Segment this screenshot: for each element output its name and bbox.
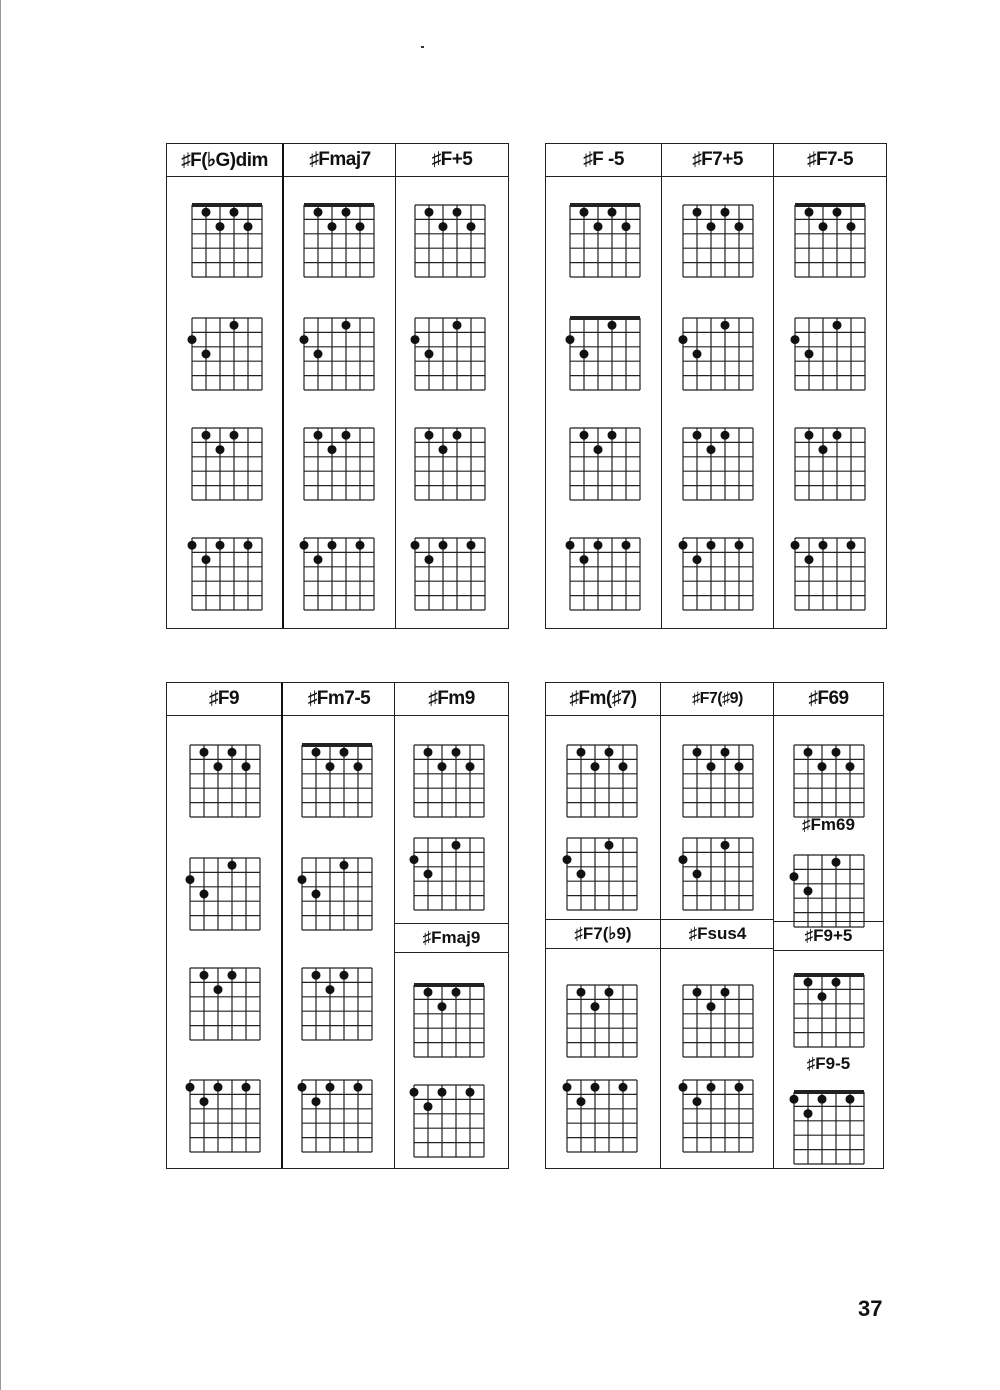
- finger-dot: [186, 1083, 195, 1092]
- fretboard-grid: [302, 858, 372, 930]
- finger-dot: [328, 541, 337, 550]
- finger-dot: [791, 541, 800, 550]
- finger-dot: [186, 875, 195, 884]
- finger-dot: [679, 335, 688, 344]
- fretboard-grid: [795, 318, 865, 390]
- fretboard-grid: [794, 745, 864, 817]
- finger-dot: [230, 321, 239, 330]
- fretboard-grid: [794, 1092, 864, 1164]
- finger-dot: [425, 350, 434, 359]
- finger-dot: [342, 208, 351, 217]
- finger-dot: [467, 222, 476, 231]
- finger-dot: [735, 222, 744, 231]
- finger-dot: [328, 222, 337, 231]
- fretboard-grid: [415, 318, 485, 390]
- finger-dot: [300, 335, 309, 344]
- chord-title: ♯Fm9: [395, 683, 508, 716]
- chord-diagram: [683, 538, 753, 610]
- printer-mark: [421, 46, 424, 48]
- chord-diagram: [414, 985, 484, 1057]
- chord-title: ♯F9+5: [774, 921, 883, 951]
- fretboard-grid: [794, 855, 864, 927]
- finger-dot: [804, 1109, 813, 1118]
- finger-dot: [439, 222, 448, 231]
- fretboard-grid: [192, 318, 262, 390]
- chord-diagram: [794, 855, 864, 927]
- finger-dot: [832, 858, 841, 867]
- finger-dot: [452, 988, 461, 997]
- finger-dot: [216, 541, 225, 550]
- chord-diagram: [683, 838, 753, 910]
- finger-dot: [804, 978, 813, 987]
- fretboard-grid: [192, 205, 262, 277]
- finger-dot: [411, 541, 420, 550]
- finger-dot: [805, 555, 814, 564]
- finger-dot: [735, 762, 744, 771]
- finger-dot: [200, 890, 209, 899]
- finger-dot: [438, 762, 447, 771]
- finger-dot: [314, 431, 323, 440]
- fretboard-grid: [683, 538, 753, 610]
- chord-title: ♯F7(♯9): [661, 683, 774, 716]
- fretboard-grid: [795, 428, 865, 500]
- finger-dot: [410, 855, 419, 864]
- fretboard-grid: [683, 205, 753, 277]
- finger-dot: [312, 890, 321, 899]
- finger-dot: [693, 431, 702, 440]
- finger-dot: [356, 541, 365, 550]
- finger-dot: [847, 541, 856, 550]
- chord-diagram: [567, 1080, 637, 1152]
- finger-dot: [608, 208, 617, 217]
- finger-dot: [314, 350, 323, 359]
- finger-dot: [605, 988, 614, 997]
- chord-diagram: [415, 318, 485, 390]
- finger-dot: [202, 431, 211, 440]
- chord-diagram: [302, 968, 372, 1040]
- finger-dot: [594, 541, 603, 550]
- finger-dot: [577, 988, 586, 997]
- finger-dot: [846, 1095, 855, 1104]
- finger-dot: [438, 1088, 447, 1097]
- fretboard-grid: [570, 428, 640, 500]
- finger-dot: [314, 208, 323, 217]
- fretboard-grid: [683, 318, 753, 390]
- finger-dot: [200, 971, 209, 980]
- finger-dot: [298, 875, 307, 884]
- finger-dot: [577, 870, 586, 879]
- finger-dot: [230, 208, 239, 217]
- fretboard-grid: [683, 428, 753, 500]
- fretboard-grid: [192, 538, 262, 610]
- finger-dot: [200, 748, 209, 757]
- finger-dot: [833, 208, 842, 217]
- finger-dot: [805, 350, 814, 359]
- finger-dot: [679, 855, 688, 864]
- finger-dot: [563, 1083, 572, 1092]
- fretboard-grid: [190, 745, 260, 817]
- finger-dot: [591, 1083, 600, 1092]
- chord-diagram: [304, 538, 374, 610]
- chord-diagram: [683, 1080, 753, 1152]
- chord-diagram: [794, 1092, 864, 1164]
- finger-dot: [410, 1088, 419, 1097]
- fretboard-grid: [570, 318, 640, 390]
- finger-dot: [591, 1002, 600, 1011]
- chord-title: ♯Fmaj7: [284, 144, 396, 177]
- fretboard-grid: [190, 968, 260, 1040]
- finger-dot: [591, 762, 600, 771]
- finger-dot: [818, 762, 827, 771]
- finger-dot: [577, 1097, 586, 1106]
- finger-dot: [790, 1095, 799, 1104]
- fretboard-grid: [414, 1085, 484, 1157]
- chord-diagram: [190, 858, 260, 930]
- chord-title: ♯F+5: [396, 144, 508, 177]
- finger-dot: [356, 222, 365, 231]
- chord-diagram: [795, 428, 865, 500]
- finger-dot: [693, 555, 702, 564]
- fretboard-grid: [683, 985, 753, 1057]
- finger-dot: [833, 431, 842, 440]
- fretboard-grid: [567, 1080, 637, 1152]
- fretboard-grid: [567, 745, 637, 817]
- finger-dot: [439, 541, 448, 550]
- chord-title: ♯Fm69: [774, 811, 883, 839]
- finger-dot: [300, 541, 309, 550]
- finger-dot: [707, 1002, 716, 1011]
- finger-dot: [619, 1083, 628, 1092]
- chord-diagram: [683, 205, 753, 277]
- finger-dot: [679, 1083, 688, 1092]
- finger-dot: [452, 748, 461, 757]
- finger-dot: [608, 431, 617, 440]
- finger-dot: [425, 431, 434, 440]
- fretboard-grid: [795, 538, 865, 610]
- chord-diagram: [414, 838, 484, 910]
- finger-dot: [679, 541, 688, 550]
- finger-dot: [312, 748, 321, 757]
- chord-diagram: [415, 428, 485, 500]
- fretboard-grid: [192, 428, 262, 500]
- chord-diagram: [192, 428, 262, 500]
- finger-dot: [580, 208, 589, 217]
- chord-diagram: [304, 205, 374, 277]
- fretboard-grid: [190, 1080, 260, 1152]
- finger-dot: [619, 762, 628, 771]
- finger-dot: [735, 1083, 744, 1092]
- chord-title: ♯F -5: [546, 144, 661, 177]
- chord-diagram: [192, 538, 262, 610]
- chord-diagram: [302, 745, 372, 817]
- finger-dot: [228, 861, 237, 870]
- chord-title: ♯F9: [167, 683, 281, 716]
- finger-dot: [693, 208, 702, 217]
- finger-dot: [188, 335, 197, 344]
- finger-dot: [312, 971, 321, 980]
- finger-dot: [202, 350, 211, 359]
- finger-dot: [693, 870, 702, 879]
- finger-dot: [200, 1097, 209, 1106]
- fretboard-grid: [304, 428, 374, 500]
- finger-dot: [832, 748, 841, 757]
- chord-title: ♯Fmaj9: [395, 923, 508, 953]
- finger-dot: [608, 321, 617, 330]
- page-number: 37: [858, 1296, 883, 1321]
- finger-dot: [214, 1083, 223, 1092]
- fretboard-grid: [414, 745, 484, 817]
- fretboard-grid: [795, 205, 865, 277]
- finger-dot: [298, 1083, 307, 1092]
- finger-dot: [580, 555, 589, 564]
- finger-dot: [721, 988, 730, 997]
- finger-dot: [577, 748, 586, 757]
- finger-dot: [244, 541, 253, 550]
- finger-dot: [735, 541, 744, 550]
- finger-dot: [216, 222, 225, 231]
- finger-dot: [790, 872, 799, 881]
- chord-diagram: [683, 985, 753, 1057]
- chord-diagram: [415, 538, 485, 610]
- chord-title: ♯F9-5: [774, 1050, 883, 1078]
- fretboard-grid: [190, 858, 260, 930]
- finger-dot: [566, 335, 575, 344]
- finger-dot: [328, 445, 337, 454]
- finger-dot: [721, 208, 730, 217]
- chord-title: ♯Fm(♯7): [546, 683, 660, 716]
- finger-dot: [466, 1088, 475, 1097]
- finger-dot: [230, 431, 239, 440]
- fretboard-grid: [570, 538, 640, 610]
- finger-dot: [453, 431, 462, 440]
- fretboard-grid: [567, 838, 637, 910]
- chord-title: ♯F7-5: [774, 144, 886, 177]
- finger-dot: [707, 222, 716, 231]
- chord-diagram: [304, 428, 374, 500]
- chord-title: ♯F7(♭9): [546, 919, 660, 949]
- finger-dot: [707, 762, 716, 771]
- finger-dot: [791, 335, 800, 344]
- finger-dot: [326, 985, 335, 994]
- finger-dot: [594, 222, 603, 231]
- fretboard-grid: [415, 538, 485, 610]
- finger-dot: [340, 861, 349, 870]
- finger-dot: [202, 555, 211, 564]
- finger-dot: [354, 762, 363, 771]
- fretboard-grid: [414, 838, 484, 910]
- finger-dot: [438, 1002, 447, 1011]
- chord-diagram: [190, 745, 260, 817]
- chord-diagram: [795, 538, 865, 610]
- finger-dot: [818, 1095, 827, 1104]
- finger-dot: [721, 748, 730, 757]
- chord-diagram: [795, 318, 865, 390]
- finger-dot: [707, 541, 716, 550]
- chord-diagram: [570, 538, 640, 610]
- finger-dot: [214, 985, 223, 994]
- finger-dot: [832, 978, 841, 987]
- finger-dot: [818, 992, 827, 1001]
- fretboard-grid: [304, 318, 374, 390]
- chord-diagram: [304, 318, 374, 390]
- finger-dot: [707, 445, 716, 454]
- finger-dot: [833, 321, 842, 330]
- finger-dot: [846, 762, 855, 771]
- finger-dot: [566, 541, 575, 550]
- finger-dot: [354, 1083, 363, 1092]
- finger-dot: [424, 1102, 433, 1111]
- fretboard-grid: [567, 985, 637, 1057]
- finger-dot: [467, 541, 476, 550]
- fretboard-grid: [683, 1080, 753, 1152]
- finger-dot: [424, 748, 433, 757]
- chord-diagram: [570, 318, 640, 390]
- finger-dot: [202, 208, 211, 217]
- chord-diagram: [192, 318, 262, 390]
- fretboard-grid: [683, 838, 753, 910]
- finger-dot: [804, 887, 813, 896]
- finger-dot: [424, 870, 433, 879]
- chord-diagram: [570, 428, 640, 500]
- chord-diagram: [683, 318, 753, 390]
- finger-dot: [411, 335, 420, 344]
- finger-dot: [819, 445, 828, 454]
- finger-dot: [340, 971, 349, 980]
- finger-dot: [424, 988, 433, 997]
- chord-diagram: [795, 205, 865, 277]
- finger-dot: [721, 321, 730, 330]
- finger-dot: [425, 208, 434, 217]
- finger-dot: [314, 555, 323, 564]
- fretboard-grid: [570, 205, 640, 277]
- finger-dot: [312, 1097, 321, 1106]
- finger-dot: [693, 748, 702, 757]
- chord-diagram: [567, 838, 637, 910]
- finger-dot: [605, 748, 614, 757]
- finger-dot: [693, 350, 702, 359]
- finger-dot: [216, 445, 225, 454]
- finger-dot: [805, 208, 814, 217]
- chord-diagram: [190, 968, 260, 1040]
- finger-dot: [188, 541, 197, 550]
- fretboard-grid: [302, 745, 372, 817]
- finger-dot: [453, 321, 462, 330]
- finger-dot: [214, 762, 223, 771]
- finger-dot: [693, 988, 702, 997]
- finger-dot: [452, 841, 461, 850]
- finger-dot: [707, 1083, 716, 1092]
- fretboard-grid: [302, 1080, 372, 1152]
- finger-dot: [721, 841, 730, 850]
- finger-dot: [425, 555, 434, 564]
- chord-diagram: [192, 205, 262, 277]
- finger-dot: [342, 431, 351, 440]
- chord-diagram: [567, 745, 637, 817]
- finger-dot: [721, 431, 730, 440]
- finger-dot: [594, 445, 603, 454]
- chord-title: ♯F7+5: [662, 144, 773, 177]
- fretboard-grid: [304, 538, 374, 610]
- finger-dot: [342, 321, 351, 330]
- finger-dot: [819, 541, 828, 550]
- chord-diagram: [302, 1080, 372, 1152]
- fretboard-grid: [304, 205, 374, 277]
- finger-dot: [622, 222, 631, 231]
- finger-dot: [242, 1083, 251, 1092]
- finger-dot: [228, 971, 237, 980]
- finger-dot: [580, 350, 589, 359]
- finger-dot: [244, 222, 253, 231]
- finger-dot: [605, 841, 614, 850]
- chord-diagram: [570, 205, 640, 277]
- fretboard-grid: [302, 968, 372, 1040]
- page-edge-line: [0, 0, 1, 1390]
- finger-dot: [622, 541, 631, 550]
- chord-diagram: [567, 985, 637, 1057]
- fretboard-grid: [414, 985, 484, 1057]
- chord-diagram: [414, 1085, 484, 1157]
- finger-dot: [340, 748, 349, 757]
- fretboard-grid: [683, 745, 753, 817]
- chord-diagram: [415, 205, 485, 277]
- chord-title: ♯F(♭G)dim: [167, 144, 282, 177]
- finger-dot: [563, 855, 572, 864]
- chord-diagram: [683, 745, 753, 817]
- finger-dot: [242, 762, 251, 771]
- chord-diagram: [190, 1080, 260, 1152]
- finger-dot: [847, 222, 856, 231]
- chord-diagram: [683, 428, 753, 500]
- chord-diagram: [414, 745, 484, 817]
- finger-dot: [326, 762, 335, 771]
- finger-dot: [693, 1097, 702, 1106]
- chord-diagram: [794, 745, 864, 817]
- fretboard-grid: [794, 975, 864, 1047]
- chord-title: ♯Fm7-5: [283, 683, 395, 716]
- finger-dot: [580, 431, 589, 440]
- finger-dot: [228, 748, 237, 757]
- finger-dot: [326, 1083, 335, 1092]
- finger-dot: [466, 762, 475, 771]
- chord-diagram: [302, 858, 372, 930]
- finger-dot: [819, 222, 828, 231]
- fretboard-grid: [415, 428, 485, 500]
- chord-diagram: [794, 975, 864, 1047]
- finger-dot: [439, 445, 448, 454]
- finger-dot: [453, 208, 462, 217]
- fretboard-grid: [415, 205, 485, 277]
- chord-title: ♯F69: [774, 683, 883, 716]
- finger-dot: [805, 431, 814, 440]
- chord-title: ♯Fsus4: [661, 919, 774, 949]
- finger-dot: [804, 748, 813, 757]
